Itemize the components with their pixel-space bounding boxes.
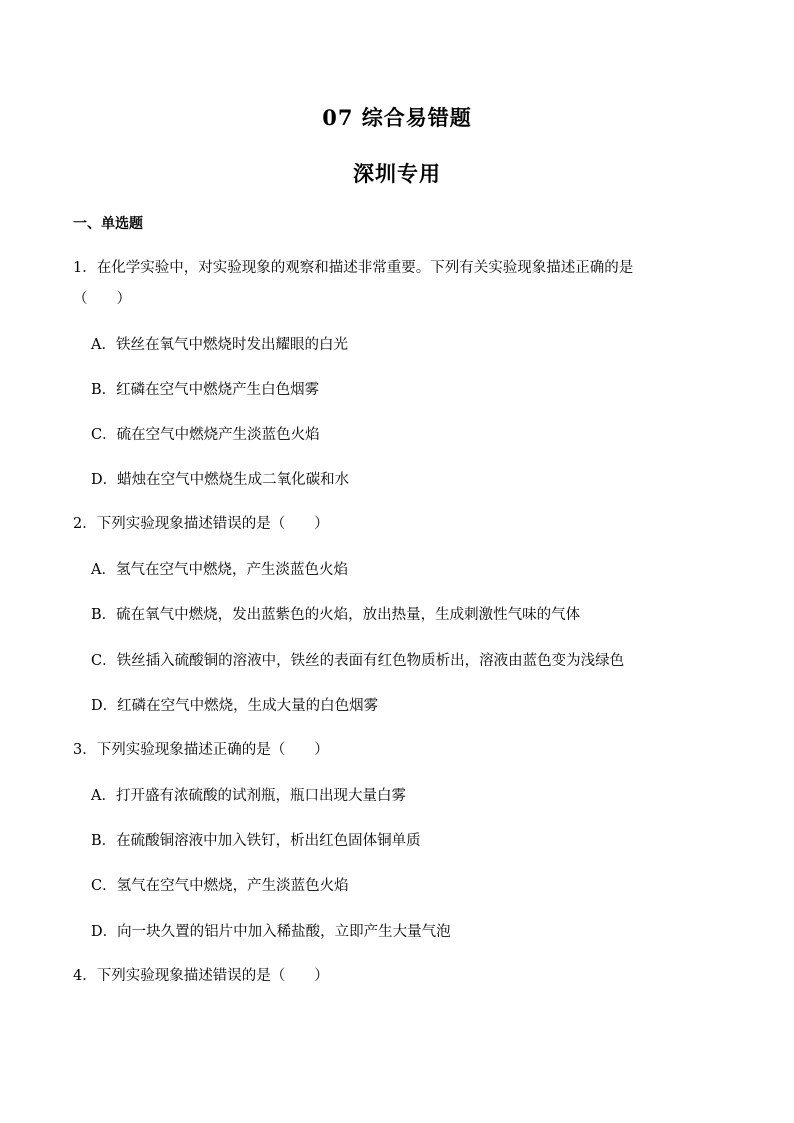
question-1-option-b: B．红磷在空气中燃烧产生白色烟雾 <box>91 382 320 398</box>
question-1-stem: 1．在化学实验中，对实验现象的观察和描述非常重要。下列有关实验现象描述正确的是 <box>73 260 634 276</box>
question-2-option-c: C．铁丝插入硫酸铜的溶液中，铁丝的表面有红色物质析出，溶液由蓝色变为浅绿色 <box>91 653 625 669</box>
question-2-option-d: D．红磷在空气中燃烧，生成大量的白色烟雾 <box>91 698 379 714</box>
question-2-stem: 2．下列实验现象描述错误的是（ ） <box>73 516 329 532</box>
question-3-option-b: B．在硫酸铜溶液中加入铁钉，析出红色固体铜单质 <box>91 833 421 849</box>
question-1-option-d: D．蜡烛在空气中燃烧生成二氧化碳和水 <box>91 472 350 488</box>
question-1-option-c: C．硫在空气中燃烧产生淡蓝色火焰 <box>91 427 320 443</box>
section-heading: 一、单选题 <box>73 216 143 232</box>
question-3-stem: 3．下列实验现象描述正确的是（ ） <box>73 742 329 758</box>
question-2-option-a: A．氢气在空气中燃烧，产生淡蓝色火焰 <box>91 562 348 578</box>
question-1-option-a: A．铁丝在氧气中燃烧时发出耀眼的白光 <box>91 337 348 353</box>
question-2-option-b: B．硫在氧气中燃烧，发出蓝紫色的火焰，放出热量，生成刺激性气味的气体 <box>91 607 581 623</box>
question-1-stem-continuation: （ ） <box>73 291 131 307</box>
question-3-option-c: C．氢气在空气中燃烧，产生淡蓝色火焰 <box>91 878 349 894</box>
question-3-option-a: A．打开盛有浓硫酸的试剂瓶，瓶口出现大量白雾 <box>91 788 406 804</box>
document-subtitle: 深圳专用 <box>353 161 441 186</box>
question-4-stem: 4．下列实验现象描述错误的是（ ） <box>73 968 329 984</box>
question-3-option-d: D．向一块久置的铝片中加入稀盐酸，立即产生大量气泡 <box>91 924 451 940</box>
document-title: 07 综合易错题 <box>322 105 472 130</box>
